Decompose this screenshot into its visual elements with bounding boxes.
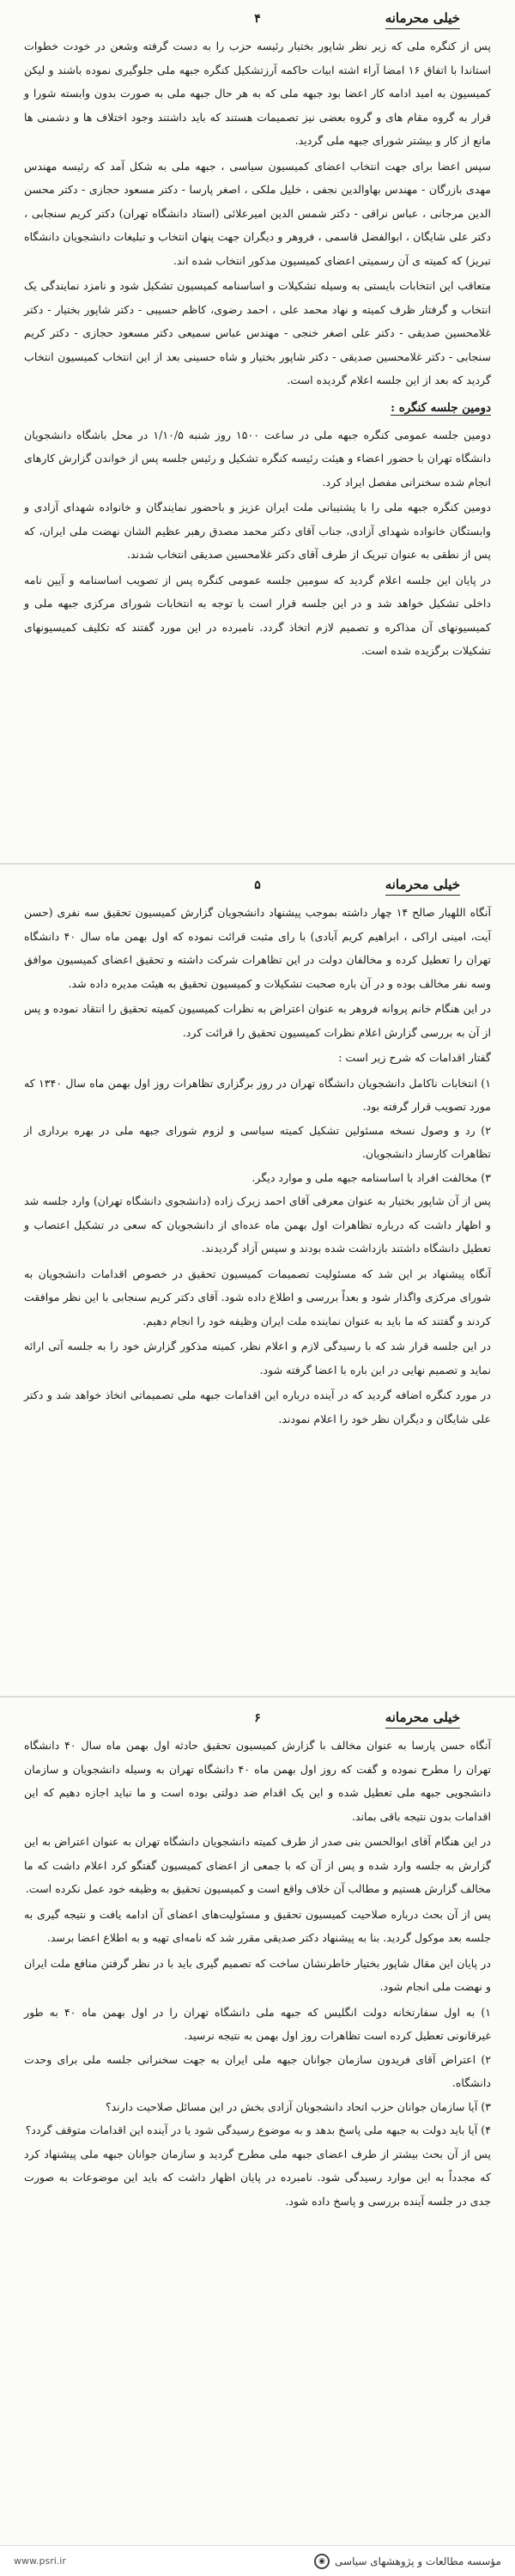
page-number: ۶	[254, 1711, 261, 1725]
paragraph: در مورد کنگره اضافه گردید که در آینده درباره این اقدامات جبهه ملی تصمیماتی اتخاذ خواهد شد و دکتر علی شایگان و دیگران نظر خود را اعلام نمودند.	[24, 1388, 491, 1425]
page-divider	[0, 863, 515, 865]
paragraph: پس از آن بحث درباره صلاحیت کمیسیون تحقیق و مسئولیت‌های اعضای آن ادامه یافت و نتیجه گیری به جلسه بعد موکول گردید. بنا به پیشنهاد دکتر صدیقی مقرر شد که نامه‌ای تهیه و به اطلاع اعضا برسد.	[24, 1907, 491, 1944]
paragraph: در این جلسه قرار شد که با رسیدگی لازم و اعلام نظر، کمیته مذکور گزارش خود را به جلسه آتی ارائه نماید و تصمیم نهایی در این باره با اعضا گرفته شود.	[24, 1340, 491, 1376]
paragraph: دومین کنگره جبهه ملی را با پشتیبانی ملت ایران عزیز و باحضور نمایندگان و خانواده شهدای آزادی و وابستگان خانواده شهدای آزادی، جناب آقای دکتر محمد مصدق رهبر عظیم الشان نهضت ملی ایران، که پس از نطقی به عنوان تبریک از طرف آقای دکتر غلامحسین صدیقی انتخاب شدند.	[24, 501, 491, 561]
paragraph: در پایان این جلسه اعلام گردید که سومین جلسه عمومی کنگره پس از تصویب اساسنامه و آیین نامه داخلی تشکیل خواهد شد و در این جلسه قرار است با توجه به انتخابات شورای مرکزی جبهه ملی و کمیسیونهای آن مذاکره و تصمیم لازم اتخاذ گردد. نامبرده در این مورد گفتند که تکلیف کمیسیونهای تشکیلات برگزیده شده است.	[24, 573, 491, 657]
list-item: ۲) اعتراض آقای فریدون سازمان جوانان جبهه ملی ایران به جهت سخنرانی جلسه ملی برای وحدت دانشگاه.	[24, 2052, 491, 2089]
section-subheading	[24, 396, 491, 420]
page-number: ۵	[254, 878, 261, 892]
page-number: ۴	[254, 12, 261, 26]
subheading-text: دومین جلسه کنگره :	[391, 400, 491, 415]
paragraph: سپس اعضا برای جهت انتخاب اعضای کمیسیون سیاسی ، جبهه ملی به شکل آمد که رئیسه مهندس مهدی بازرگان - مهندس بهاوالدین نجفی ، خلیل ملکی ، اصغر پارسا - دکتر مسعود حجازی - دکتر محسن الدین مرجانی ، عباس نراقی - دکتر شمس الدین امیرعلائی (استاد دانشگاه تهران) دکتر کریم سنجابی ، دکتر علی شایگان ، ابوالفضل قاسمی ، فروهر و دیگران جهت پنهان انتخاب و تبلیغات دانشجویان دانشگاه تبریز) که کمیته ی آن رسمیتی اعضای کمیسیون مذکور انتخاب شده اند.	[24, 159, 491, 267]
paragraph: در این هنگام خانم پروانه فروهر به عنوان اعتراض به نظرات کمیسیون کمیته تحقیق را انتقاد نموده و پس از آن به بررسی گزارش اعلام نظرات کمیسیون تحقیق را قرائت کرد.	[24, 1002, 491, 1039]
paragraph: متعاقب این انتخابات بایستی به وسیله تشکیلات و اساسنامه کمیسیون تشکیل شود و نامزد نمایندگی یک انتخاب و گرفتار ظرف کمیته و نهاد محمد علی ، احمد رضوی، کاظم حسیبی - دکتر شاپور بختیار - دکتر غلامحسین صدیقی - دکتر علی اصغر خنجی - مهندس عباس سمیعی دکتر مسعود حجازی - دکتر کریم سنجابی - دکتر غلامحسین صدیقی - دکتر شاپور بختیار و شاه حسینی بعد از این انتخاب کمیسیون انتخاب گردید که بعد از این جلسه اعلام گردیده است.	[24, 279, 491, 386]
list-item: ۳) مخالفت افراد با اساسنامه جبهه ملی و موارد دیگر.	[251, 1170, 491, 1184]
page-5-header	[24, 872, 491, 901]
logo-icon: ◉	[314, 2554, 330, 2569]
paragraph: آنگاه اللهیار صالح ۱۴ چهار داشته بموجب پیشنهاد دانشجویان گزارش کمیسیون تحقیق سه نفری (حسن آیت، امینی اراکی ، ابراهیم کریم آبادی) با رای مثبت قرائت نموده که اول بهمن ماه سال ۴۰ دانشگاه تهران را تعطیل کرده و مخالفان دولت در این تظاهرات شرکت داشته و تحقیق اعضای کمیسیون موافق وسه نفر مخالف بوده و در آن باره صحبت تشکیلات و کمیسیون تحقیق به هیئت مدیره داده شد.	[24, 906, 491, 990]
list-item: ۱) انتخابات ناکامل دانشجویان دانشگاه تهران در روز برگزاری تظاهرات روز اول بهمن ماه سال ۱۳۴۰ که مورد تصویب قرار گرفته بود.	[24, 1076, 491, 1113]
classification-label: خیلی محرمانه	[385, 1710, 460, 1725]
page-4-section	[24, 5, 491, 665]
paragraph: پس از آن شاپور بختیار به عنوان معرفی آقای احمد زیرک زاده (دانشجوی دانشگاه تهران) وارد جلسه شد و اظهار داشت که درباره تظاهرات اول بهمن ماه عده‌ای از دانشجویان که سعی در تشکیل اعتصاب و تعطیل دانشگاه داشتند بازداشت شده بودند و سپس آزاد گردیدند.	[24, 1194, 491, 1255]
list-item: ۱) به اول سفارتخانه دولت انگلیس که جبهه ملی دانشگاه تهران را در اول بهمن ماه ۴۰ به طور غیرقانونی تعطیل کرده است تظاهرات روز اول بهمن به نتیجه نرسید.	[24, 2005, 491, 2042]
publisher-name: مؤسسه مطالعات و پژوهشهای سیاسی	[335, 2555, 501, 2567]
page-4-header	[24, 5, 491, 34]
paragraph: در این هنگام آقای ابوالحسن بنی صدر از طرف کمیته دانشجویان دانشگاه تهران به عنوان اعتراض به این گزارش به جلسه وارد شده و پس از آن که با جمعی از اعضای کمیسیون گفتگو کرد اعلام داشت که ما مخالف گزارش هستیم و مطالب آن خلاف واقع است و کمیسیون تحقیق به وظیفه خود عمل نکرده است.	[24, 1835, 491, 1895]
paragraph: گفتار اقدامات که شرح زیر است :	[338, 1051, 491, 1064]
page-6-header	[24, 1704, 491, 1734]
page-footer	[0, 2545, 515, 2576]
list-item: ۳) آیا سازمان جوانان حزب اتحاد دانشجویان آزادی بخش در این مسائل صلاحیت دارند؟	[105, 2099, 491, 2113]
paragraph: آنگاه حسن پارسا به عنوان مخالف با گزارش کمیسیون تحقیق حادثه اول بهمن ماه سال ۴۰ دانشگاه تهران را مطرح نموده و گفت که روز اول بهمن ماه ۴۰ دانشگاه تهران به وسیله دانشجویان و سازمان دانشجویی جبهه ملی تعطیل شده و این یک اقدام ضد دولتی بوده است و ما نباید اجازه دهیم که این اقدامات بدون نتیجه باقی بماند.	[24, 1739, 491, 1823]
paragraph: دومین جلسه عمومی کنگره جبهه ملی در ساعت ۱۵۰۰ روز شنبه ۱/۱۰/۵ در محل باشگاه دانشجویان دانشگاه تهران با حضور اعضاء و هیئت رئیسه کنگره تشکیل و رئیس جلسه پس از خواندن گزارش کارهای انجام شده سخنرانی مفصل ایراد کرد.	[24, 428, 491, 489]
list-item: ۲) رد و وصول نسخه مسئولین تشکیل کمیته سیاسی و لزوم شورای جبهه ملی در بهره برداری از تظاهرات کارساز دانشجویان.	[24, 1123, 491, 1160]
paragraph: آنگاه پیشنهاد بر این شد که مسئولیت تصمیمات کمیسیون تحقیق در خصوص اقدامات دانشجویان به شورای مرکزی واگذار شود و بعداً بررسی و اطلاع داده شود. آقای دکتر کریم سنجابی با این نظر موافقت کردند و گفتند که ما باید به عنوان نماینده ملت ایران وظیفه خود را انجام دهیم.	[24, 1267, 491, 1327]
page-6-section	[24, 1704, 491, 2215]
page-5-section	[24, 872, 491, 1432]
paragraph: پس از آن بحث بیشتر از طرف اعضای جبهه ملی مطرح گردید و سازمان جوانان جبهه ملی پیشنهاد کرد که مجدداً به این موارد رسیدگی شود. نامبرده در پایان اظهار داشت که باید این موضوعات به صورت جدی در جلسه آینده بررسی و پاسخ داده شود.	[24, 2147, 491, 2208]
page-divider	[0, 1696, 515, 1698]
classification-label: خیلی محرمانه	[385, 877, 460, 892]
publisher-credit	[314, 2554, 501, 2569]
paragraph: در پایان این مقال شاپور بختیار خاطرنشان ساخت که تصمیم گیری باید با در نظر گرفتن منافع ملت ایران و نهضت ملی انجام شود.	[24, 1956, 491, 1993]
paragraph: پس از کنگره ملی که زیر نظر شاپور بختیار رئیسه حزب را به دست گرفته وشعن در خودت خطوات استاندا با اتفاق ۱۶ امضا آراء اشته ابیات حاکمه آرزتشکیل کنگره جبهه ملی جلوگیری نموده باشند و لیکن کمیسیون به امید ادامه کار اعضا بود جبهه ملی که به هر حال جبهه ملی به صورت بدون وابسته شورا و قرار به گروه مقام های و گروه بعضی نیز تصمیمات هستند که باید داشتند وجود اختلاف ها و دشمنی ها مانع از کار و بیشتر شورای جبهه ملی گردید.	[24, 39, 491, 147]
website-link[interactable]: www.psri.ir	[14, 2555, 66, 2567]
list-item: ۴) آیا باید دولت به جبهه ملی پاسخ بدهد و به موضوع رسیدگی شود یا در آینده این اقدامات متوقف گردد؟	[25, 2123, 491, 2136]
classification-label: خیلی محرمانه	[385, 10, 460, 26]
